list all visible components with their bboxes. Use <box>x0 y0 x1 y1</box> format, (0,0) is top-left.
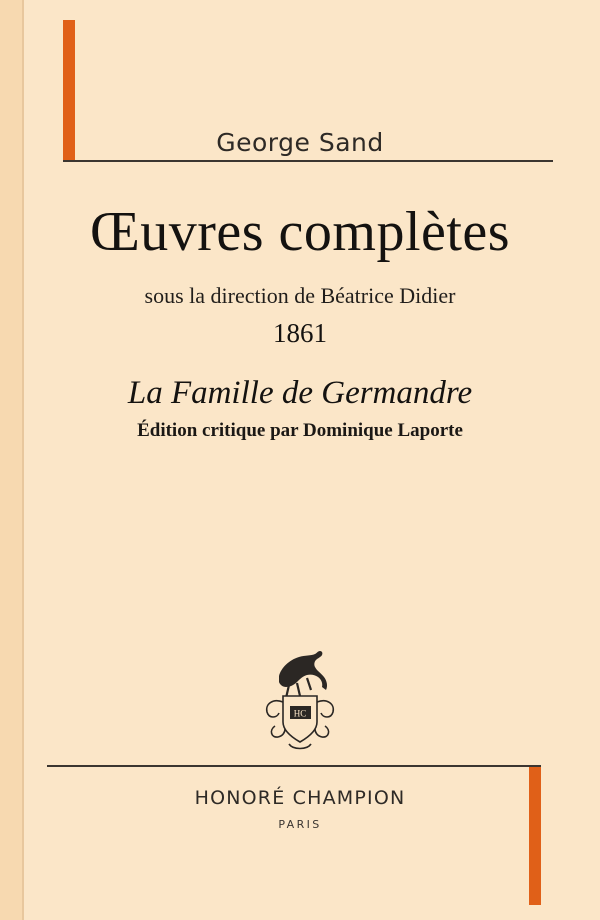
crest-monogram: HC <box>293 708 307 719</box>
divider-bottom <box>47 765 541 767</box>
volume-year: 1861 <box>273 318 327 348</box>
work-title: La Famille de Germandre <box>127 375 473 411</box>
publisher-crest-icon <box>245 638 355 756</box>
divider-top <box>63 160 553 162</box>
author-name: George Sand <box>216 128 384 157</box>
accent-bar-bottom <box>529 765 541 905</box>
publisher-name: HONORÉ CHAMPION <box>194 787 406 809</box>
series-title: Œuvres complètes <box>89 201 511 263</box>
edition-credit: Édition critique par Dominique Laporte <box>137 420 463 441</box>
series-direction: sous la direction de Béatrice Didier <box>144 283 456 308</box>
publisher-city: PARIS <box>278 818 322 831</box>
